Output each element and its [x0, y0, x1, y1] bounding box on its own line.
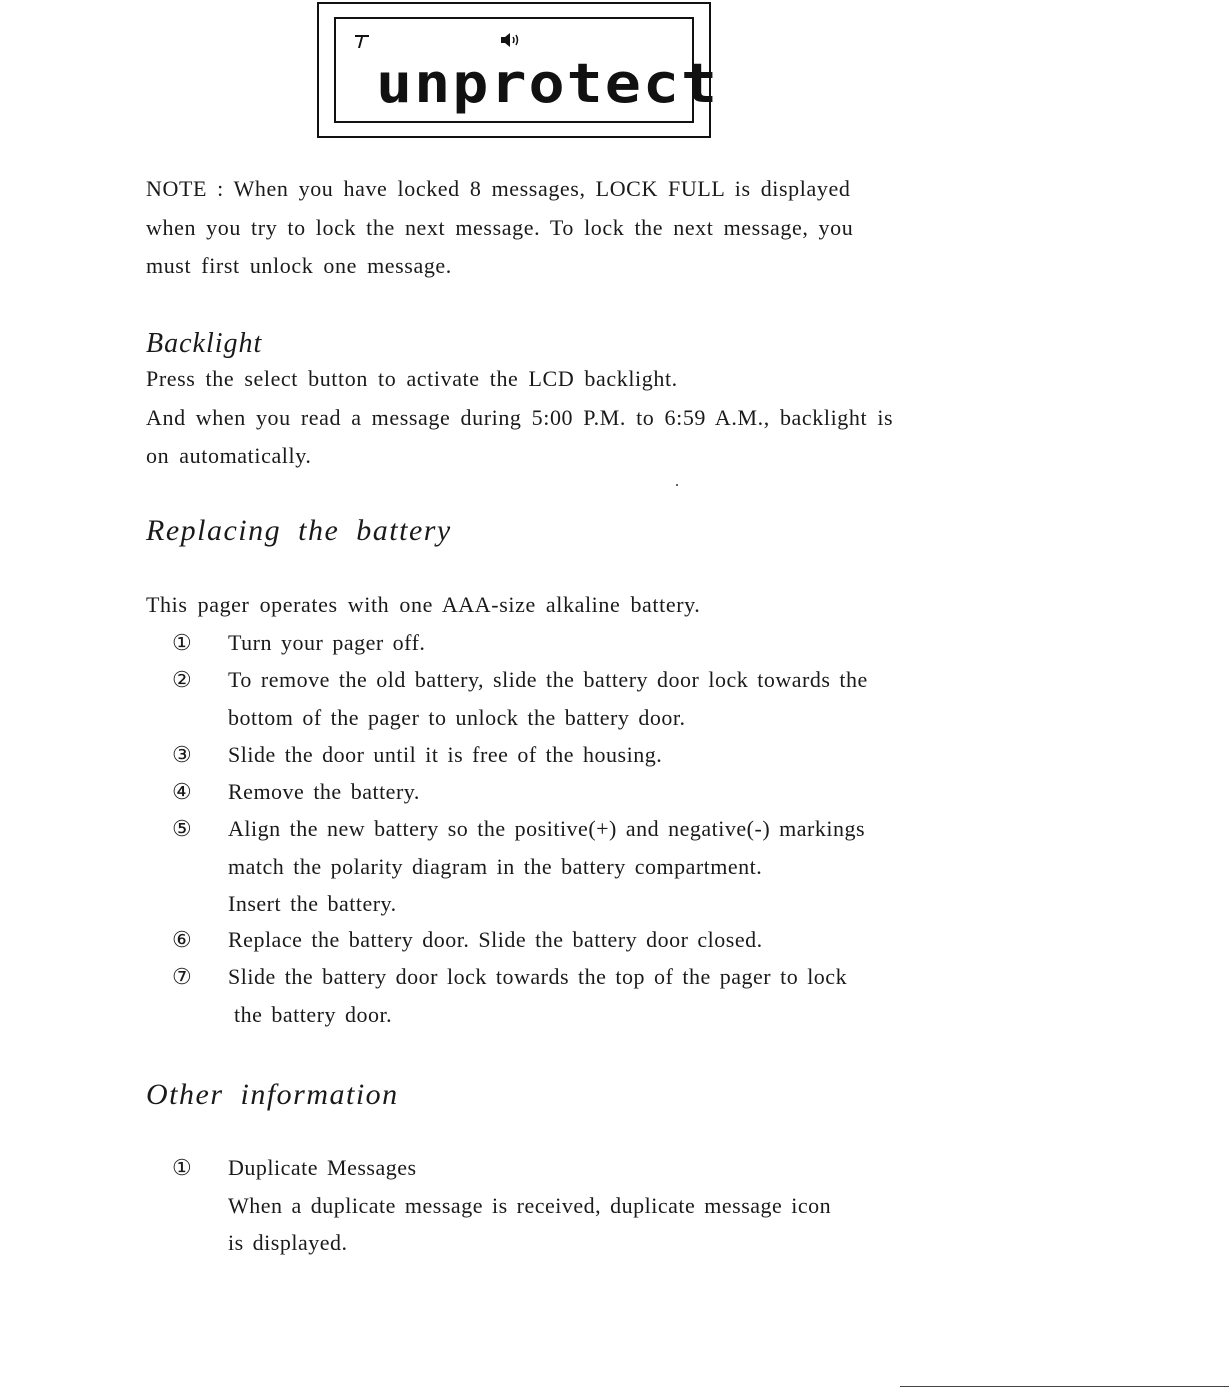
step-line: To remove the old battery, slide the battery door lock towards the: [228, 667, 868, 692]
step-number: ⑦: [172, 964, 193, 989]
backlight-line: And when you read a message during 5:00 P.M. to 6:59 A.M., backlight is: [146, 404, 894, 430]
backlight-line: Press the select button to activate the LCD backlight.: [146, 366, 678, 391]
other-heading: Other information: [146, 1078, 399, 1111]
lcd-screen: [334, 17, 720, 123]
step-line: Align the new battery so the positive(+) and negative(-) markings: [228, 816, 866, 841]
backlight-heading: Backlight: [146, 328, 263, 359]
step-line: match the polarity diagram in the battery compartment.: [228, 853, 763, 879]
note-line: must first unlock one message.: [146, 253, 452, 278]
step-number: ③: [172, 742, 193, 767]
step-number: ⑤: [172, 816, 193, 841]
step-line: Remove the battery.: [228, 779, 420, 804]
step-line: Turn your pager off.: [228, 630, 426, 655]
scan-edge-line: [900, 1386, 1229, 1387]
step-number: ②: [172, 667, 193, 692]
battery-heading: Replacing the battery: [146, 514, 452, 547]
step-line: Insert the battery.: [228, 891, 397, 916]
note-line: NOTE : When you have locked 8 messages, LOCK FULL is displayed: [146, 176, 851, 201]
item-line: Duplicate Messages: [228, 1155, 417, 1180]
item-number: ①: [172, 1155, 193, 1180]
step-line: Replace the battery door. Slide the battery door closed.: [228, 927, 763, 952]
step-number: ⑥: [172, 927, 193, 952]
note-paragraph: [146, 170, 976, 286]
step-number: ④: [172, 779, 193, 804]
scan-speck: [676, 484, 678, 486]
battery-intro: This pager operates with one AAA-size alkaline battery.: [146, 592, 701, 617]
lcd-display-text: unprotect: [376, 52, 720, 116]
backlight-paragraph: [146, 360, 976, 476]
lcd-display-illustration: [317, 2, 720, 138]
step-line: the battery door.: [234, 1001, 393, 1027]
step-number: ①: [172, 630, 193, 655]
speaker-icon: [500, 33, 522, 52]
note-line: when you try to lock the next message. To lock the next message, you: [146, 214, 854, 240]
antenna-icon: [354, 33, 370, 54]
item-line: When a duplicate message is received, duplicate message icon: [228, 1192, 832, 1218]
step-line: Slide the door until it is free of the housing.: [228, 742, 663, 767]
backlight-line: on automatically.: [146, 443, 312, 468]
step-line: bottom of the pager to unlock the battery door.: [228, 704, 686, 730]
item-line: is displayed.: [228, 1230, 348, 1255]
step-line: Slide the battery door lock towards the top of the pager to lock: [228, 964, 848, 989]
